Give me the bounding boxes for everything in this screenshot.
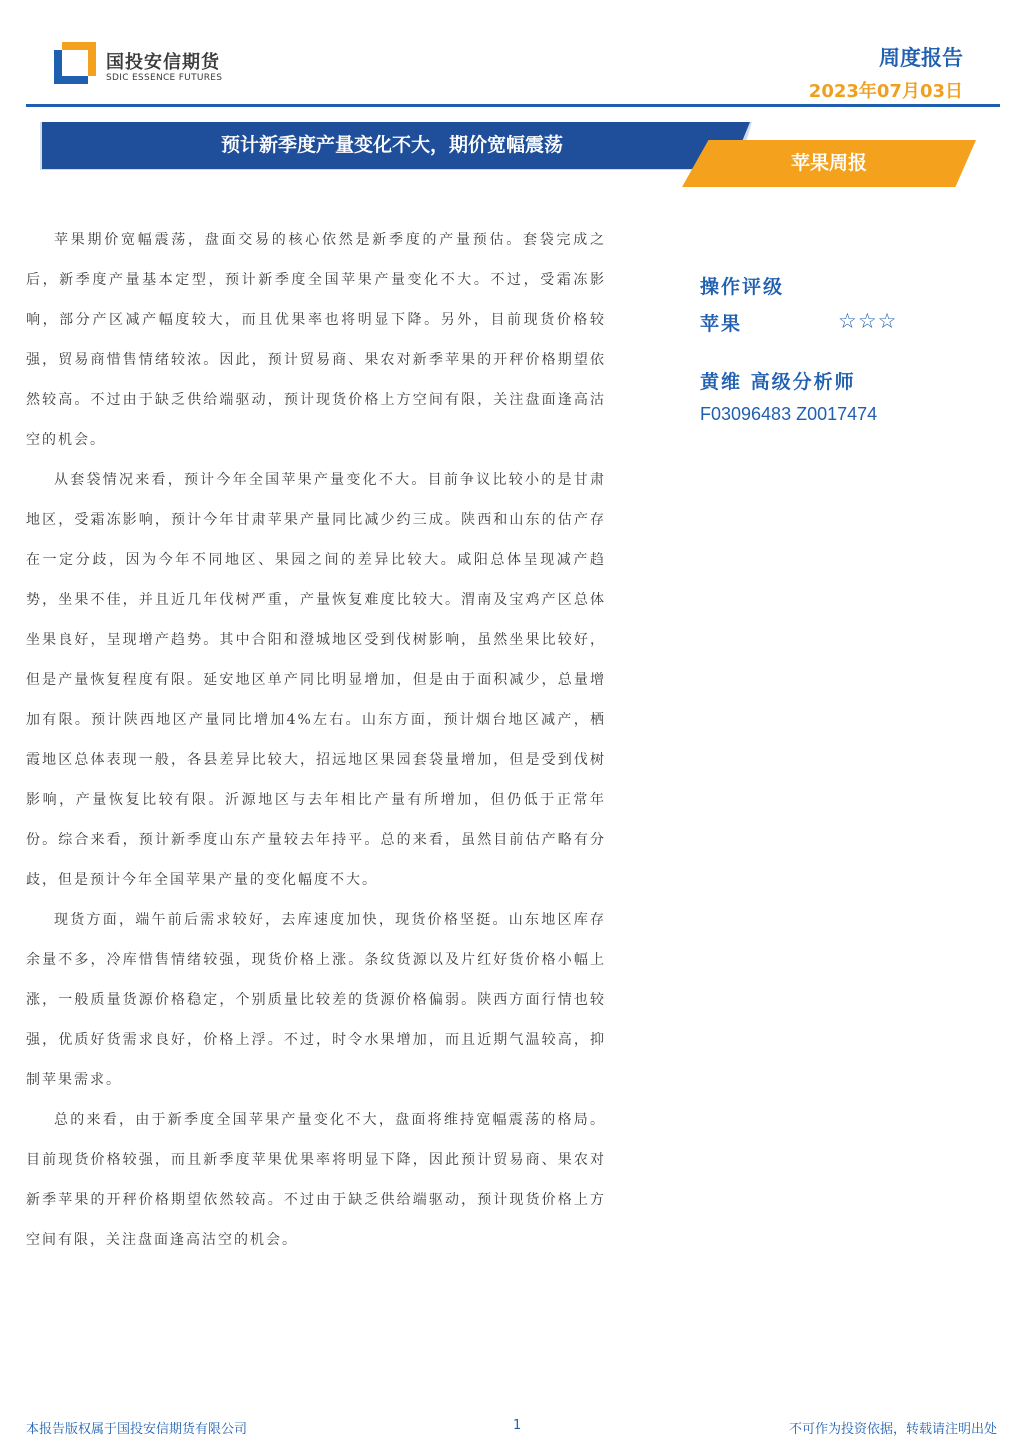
rating-sidebar [700,272,930,425]
report-date: 2023年07月03日 [808,81,963,102]
report-title: 预计新季度产量变化不大，期价宽幅震荡 [220,134,563,156]
footer-copyright: 本报告版权属于国投安信期货有限公司 [26,1422,248,1437]
report-category: 苹果周报 [790,152,867,174]
analyst-name: 黄维 高级分析师 [700,371,856,393]
company-name-cn: 国投安信期货 [106,52,220,73]
rating-heading: 操作评级 [700,276,785,298]
body-paragraph: 从套袋情况来看，预计今年全国苹果产量变化不大。目前争议比较小的是甘肃地区，受霜冻影响，预计今年甘肃苹果产量同比减少约三成。陕西和山东的估产存在一定分歧，因为今年不同地区、果园之间的差异比较大。咸阳总体呈现减产趋势，坐果不佳，并且近几年伐树严重，产量恢复难度比较大。渭南及宝鸡产区总体坐果良好，呈现增产趋势。其中合阳和澄城地区受到伐树影响，虽然坐果比较好，但是产量恢复程度有限。延安地区单产同比明显增加，但是由于面积减少，总量增加有限。预计陕西地区产量同比增加4%左右。山东方面，预计烟台地区减产，栖霞地区总体表现一般，各县差异比较大，招远地区果园套袋量增加，但是受到伐树影响，产量恢复比较有限。沂源地区与去年相比产量有所增加，但仍低于正常年份。综合来看，预计新季度山东产量较去年持平。总的来看，虽然目前估产略有分歧，但是预计今年全国苹果产量的变化幅度不大。 [26,472,606,888]
report-type: 周度报告 [879,46,963,70]
company-name-en: SDIC ESSENCE FUTURES [106,73,223,83]
body-paragraph: 苹果期价宽幅震荡，盘面交易的核心依然是新季度的产量预估。套袋完成之后，新季度产量基本定型，预计新季度全国苹果产量变化不大。不过，受霜冻影响，部分产区减产幅度较大，而且优果率也将明显下降。另外，目前现货价格较强，贸易商惜售情绪较浓。因此，预计贸易商、果农对新季苹果的开秤价格期望依然较高。不过由于缺乏供给端驱动，预计现货价格上方空间有限，关注盘面逢高沽空的机会。 [26,232,606,448]
rating-row [700,309,930,335]
rating-product: 苹果 [700,313,743,335]
rating-stars-icon: ☆☆☆ [838,309,898,333]
header-divider [26,104,1000,107]
analyst-license-ids: F03096483 Z0017474 [700,404,878,424]
body-paragraph: 总的来看，由于新季度全国苹果产量变化不大，盘面将维持宽幅震荡的格局。目前现货价格较强，而且新季度苹果优果率将明显下降，因此预计贸易商、果农对新季苹果的开秤价格期望依然较高。不过由于缺乏供给端驱动，预计现货价格上方空间有限，关注盘面逢高沽空的机会。 [26,1112,606,1248]
report-body [26,220,606,1260]
body-paragraph: 现货方面，端午前后需求较好，去库速度加快，现货价格坚挺。山东地区库存余量不多，冷库惜售情绪较强，现货价格上涨。条纹货源以及片红好货价格小幅上涨，一般质量货源价格稳定，个别质量比较差的货源价格偏弱。陕西方面行情也较强，优质好货需求良好，价格上浮。不过，时令水果增加，而且近期气温较高，抑制苹果需求。 [26,912,606,1088]
page-number: 1 [513,1418,522,1433]
footer-disclaimer: 不可作为投资依据，转载请注明出处 [788,1422,997,1437]
company-logo-icon [54,42,96,84]
